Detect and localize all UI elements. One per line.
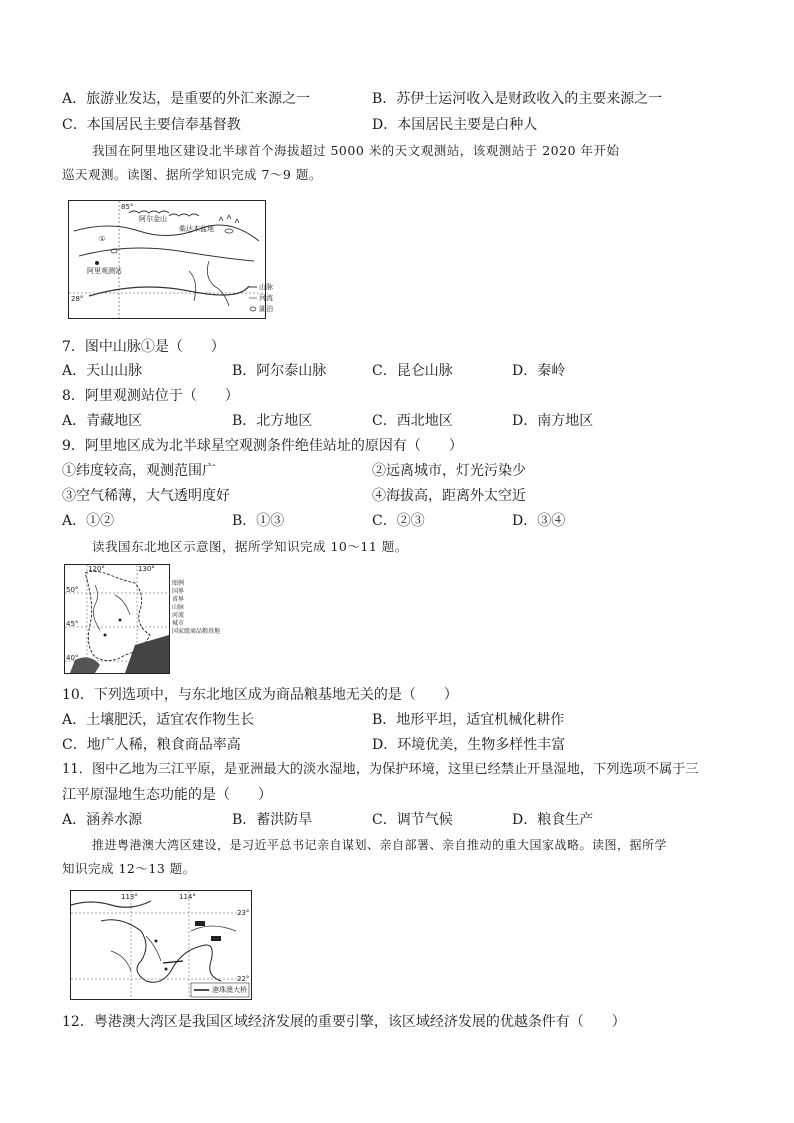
bay-map-legend-bridge: 港珠澳大桥 [212,986,247,994]
ali-map-legend-lake: 湖泊 [259,305,273,313]
northeast-legend-province: 省界 [172,596,185,603]
q6-option-b: B．苏伊士运河收入是财政收入的主要来源之一 [372,91,663,107]
northeast-map-lat2: 45° [66,620,79,628]
q6-option-d: D．本国居民主要是白种人 [372,117,538,133]
greater-bay-area-map [70,890,252,1000]
intro-7-9-line1: 我国在阿里地区建设北半球首个海拔超过 5000 米的天文观测站，该观测站于 2020 年开始 [92,143,620,158]
q9-statement-4: ④海拔高，距离外太空近 [372,488,526,504]
q9-statement-2: ②远离城市，灯光污染少 [372,463,526,479]
legend-lake-icon [250,307,256,311]
q11-option-c: C．调节气候 [372,812,453,828]
q7-option-b: B．阿尔泰山脉 [232,363,327,379]
q10-option-c: C．地广人稀，粮食商品率高 [62,737,241,753]
q9-option-a: A．①② [62,513,115,529]
bay-map-drawing [71,891,251,999]
q11-stem-line1: 11．图中乙地为三江平原，是亚洲最大的淡水湿地，为保护环境，这里已经禁止开垦湿地，下列选项不属于三 [62,762,699,777]
northeast-china-map [64,564,170,674]
northeast-map-lat1: 50° [66,586,79,594]
northeast-legend-mountain: 山脉 [172,604,185,611]
ali-region-map [68,200,273,319]
ali-map-mountain-ref: ① [99,235,106,243]
q10-stem: 10．下列选项中，与东北地区成为商品粮基地无关的是（ ） [62,687,458,703]
q7-option-c: C．昆仑山脉 [372,363,453,379]
ali-map-legend-river: 河流 [259,294,273,302]
q9-option-c: C．②③ [372,513,425,529]
intro-10-11: 读我国东北地区示意图，据所学知识完成 10～11 题。 [92,539,408,554]
northeast-legend-grain-base: 国家级商品粮基地 [172,628,221,635]
q7-option-a: A．天山山脉 [62,363,143,379]
ali-map-drawing [69,201,273,318]
bay-map-lon2: 114° [179,893,196,901]
ali-map-lat-label: 28° [71,295,84,303]
q9-stem: 9．阿里地区成为北半球星空观测条件绝佳站址的原因有（ ） [62,438,463,454]
northeast-map-lon2: 130° [138,565,155,573]
q11-stem-line2: 江平原湿地生态功能的是（ ） [62,787,272,803]
ali-map-legend-mountain: 山脉 [259,283,273,291]
q9-option-b: B．①③ [232,513,285,529]
q12-stem: 12．粤港澳大湾区是我国区域经济发展的重要引擎，该区域经济发展的优越条件有（ ） [62,1014,626,1030]
q8-option-c: C．西北地区 [372,413,453,429]
q8-option-d: D．南方地区 [512,413,594,429]
ali-map-lon-label: 85° [121,203,134,211]
intro-12-13-line2: 知识完成 12～13 题。 [62,861,196,876]
q8-stem: 8．阿里观测站位于（ ） [62,388,239,404]
q7-stem: 7．图中山脉①是（ ） [62,339,225,355]
q8-option-a: A．青藏地区 [62,413,143,429]
q9-statement-3: ③空气稀薄，大气透明度好 [62,488,230,504]
q10-option-d: D．环境优美，生物多样性丰富 [372,737,566,753]
q8-option-b: B．北方地区 [232,413,313,429]
bay-map-lon1: 113° [121,893,138,901]
bay-map-lat2: 22° [237,975,250,983]
q6-option-a: A．旅游业发达，是重要的外汇来源之一 [62,91,311,107]
q6-option-c: C．本国居民主要信奉基督教 [62,117,241,133]
q9-option-d: D．③④ [512,513,566,529]
northeast-legend-city: 城市 [172,620,185,627]
northeast-map-legend [172,580,232,650]
q10-option-a: A．土壤肥沃，适宜农作物生长 [62,712,255,728]
northeast-legend-river: 河流 [172,612,185,619]
ali-map-basin-label: 柴达木盆地 [179,225,214,233]
ali-map-mountain2-label: 阿尔金山 [139,215,167,223]
northeast-legend-title: 图例 [172,580,185,587]
ali-map-station-label: 阿里观测站 [87,267,122,275]
q11-option-d: D．粮食生产 [512,812,594,828]
intro-7-9-line2: 巡天观测。读图、据所学知识完成 7～9 题。 [62,167,322,182]
q11-option-a: A．涵养水源 [62,812,143,828]
q7-option-d: D．秦岭 [512,363,566,379]
northeast-legend-border: 国界 [172,588,185,595]
northeast-map-lat3: 40° [66,654,79,662]
northeast-map-drawing [65,565,169,673]
q9-statement-1: ①纬度较高，观测范围广 [62,463,216,479]
intro-12-13-line1: 推进粤港澳大湾区建设，是习近平总书记亲自谋划、亲自部署、亲自推动的重大国家战略。读图，据所学 [92,838,668,852]
q11-option-b: B．蓄洪防旱 [232,812,313,828]
bay-map-lat1: 23° [237,909,250,917]
q10-option-b: B．地形平坦，适宜机械化耕作 [372,712,565,728]
northeast-map-lon1: 120° [88,565,105,573]
